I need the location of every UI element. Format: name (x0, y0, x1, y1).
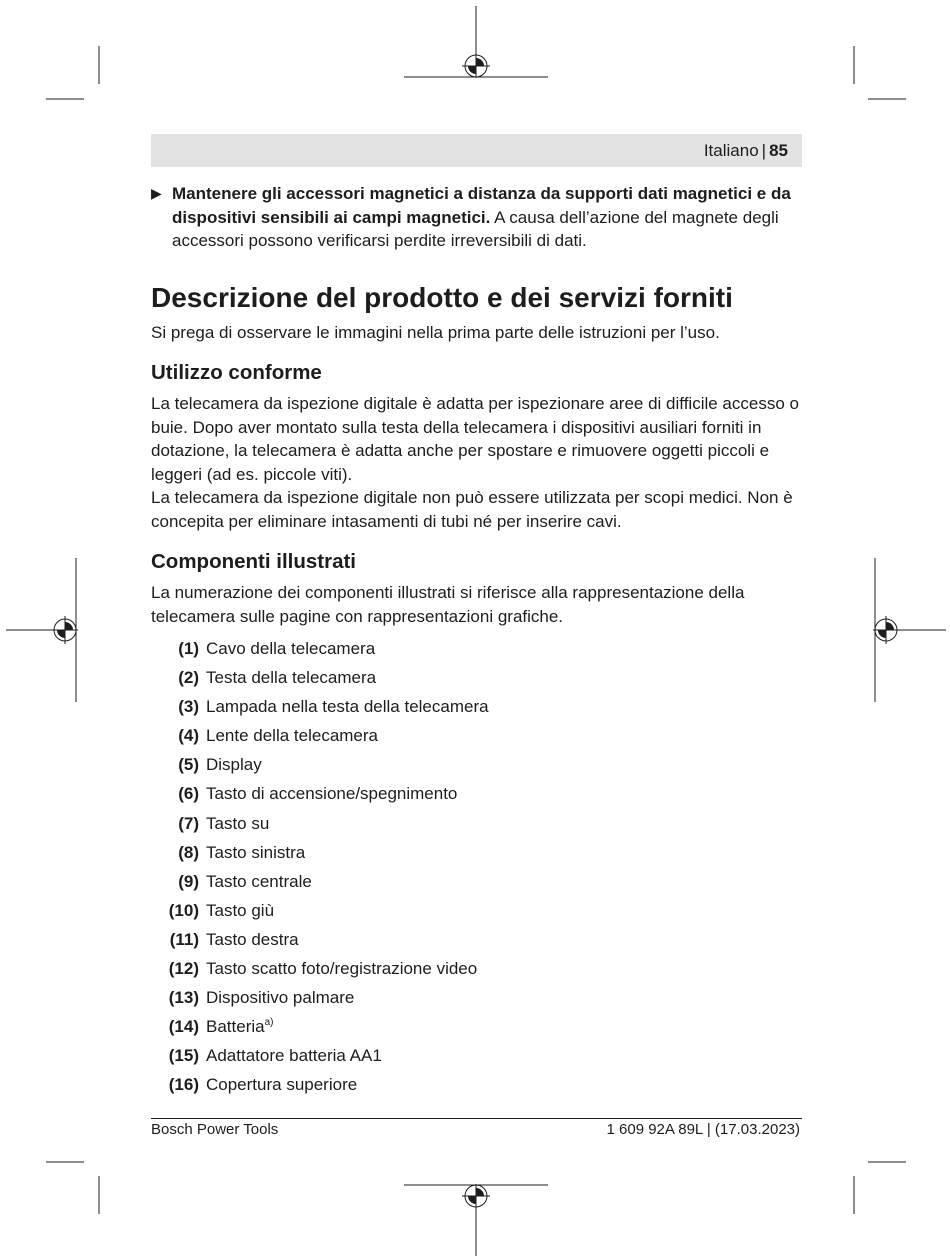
item-label: Lente della telecamera (206, 726, 379, 746)
item-label: Tasto giù (206, 900, 275, 920)
list-item (151, 809, 802, 838)
page-header (151, 134, 802, 167)
item-number: (13) (168, 988, 199, 1008)
list-item (151, 1070, 802, 1099)
item-number: (15) (168, 1046, 199, 1066)
item-label: Tasto su (206, 813, 270, 833)
utilizzo-heading: Utilizzo conforme (151, 361, 322, 384)
item-number: (5) (178, 755, 199, 775)
warning-paragraph (151, 182, 802, 253)
componenti-heading: Componenti illustrati (151, 550, 356, 573)
item-label: Tasto scatto foto/registrazione video (206, 959, 478, 979)
header-language: Italiano (703, 141, 759, 160)
list-item (151, 750, 802, 779)
item-number: (2) (178, 668, 199, 688)
utilizzo-paragraph-2: La telecamera da ispezione digitale non può essere utilizzata per scopi medici. Non è concepita per eliminare intasamenti di tubi né per inserire cavi. (151, 488, 793, 531)
page-content (151, 182, 802, 1100)
list-item (151, 779, 802, 808)
item-number: (16) (168, 1075, 199, 1095)
warning-text: A causa dell’azione del magnete degli accessori possono verificarsi perdite irreversibili di dati. (172, 207, 779, 250)
item-number: (1) (178, 639, 199, 658)
item-label: Cavo della telecamera (206, 639, 376, 658)
item-number: (12) (168, 959, 199, 979)
list-item (151, 896, 802, 925)
item-label: Tasto sinistra (206, 842, 306, 862)
header-separator: | (761, 141, 767, 160)
warning-bold: Mantenere gli accessori magnetici a distanza da supporti dati magnetici e da dispositivi sensibili ai campi magnetici. (172, 184, 791, 227)
item-label: Lampada nella testa della telecamera (206, 697, 489, 717)
list-item (151, 634, 802, 663)
item-label (206, 1012, 274, 1041)
components-list (151, 634, 802, 1100)
item-number: (3) (178, 697, 199, 717)
list-item (151, 721, 802, 750)
item-label-text: Batteria (206, 1017, 265, 1037)
item-number: (4) (178, 726, 199, 746)
list-item (151, 1012, 802, 1041)
item-number: (14) (168, 1017, 199, 1037)
item-label: Tasto destra (206, 929, 299, 949)
footer-doc-number: 1 609 92A 89L | (17.03.2023) (606, 1121, 800, 1138)
item-number: (8) (178, 842, 199, 862)
page-number: 85 (769, 141, 788, 160)
item-number: (9) (178, 871, 199, 891)
list-item (151, 663, 802, 692)
item-label: Dispositivo palmare (206, 988, 355, 1008)
item-label: Copertura superiore (206, 1075, 358, 1095)
item-label: Tasto centrale (206, 871, 312, 891)
section-intro: Si prega di osservare le immagini nella prima parte delle istruzioni per l’uso. (151, 322, 720, 342)
list-item (151, 954, 802, 983)
triangle-bullet-icon: ▶ (151, 185, 162, 201)
footer-brand: Bosch Power Tools (151, 1121, 279, 1138)
item-label: Tasto di accensione/spegnimento (206, 784, 458, 804)
item-label: Display (206, 755, 262, 775)
componenti-intro: La numerazione dei componenti illustrati si riferisce alla rappresentazione della telecamera sulle pagine con rappresentazioni grafiche. (151, 583, 745, 626)
header-text (704, 141, 788, 160)
item-number: (10) (168, 900, 199, 920)
list-item (151, 983, 802, 1012)
item-number: (11) (169, 929, 199, 949)
list-item (151, 692, 802, 721)
list-item (151, 1041, 802, 1070)
utilizzo-paragraph-1: La telecamera da ispezione digitale è adatta per ispezionare aree di difficile accesso o buie. Dopo aver montato sulla testa della telecamera i dispositivi ausiliari forniti in dotazione, la telecamera è adatta anche per spostare e rimuovere oggetti piccoli e leggeri (ad es. piccole viti). (151, 394, 799, 484)
footnote-marker: a) (264, 1017, 274, 1029)
list-item (151, 925, 802, 954)
item-label: Testa della telecamera (206, 668, 377, 688)
item-label: Adattatore batteria AA1 (206, 1046, 382, 1066)
list-item (151, 867, 802, 896)
item-number: (6) (178, 784, 199, 804)
list-item (151, 838, 802, 867)
item-number: (7) (178, 813, 199, 833)
footer-rule (151, 1118, 802, 1119)
section-title: Descrizione del prodotto e dei servizi forniti (151, 281, 733, 313)
